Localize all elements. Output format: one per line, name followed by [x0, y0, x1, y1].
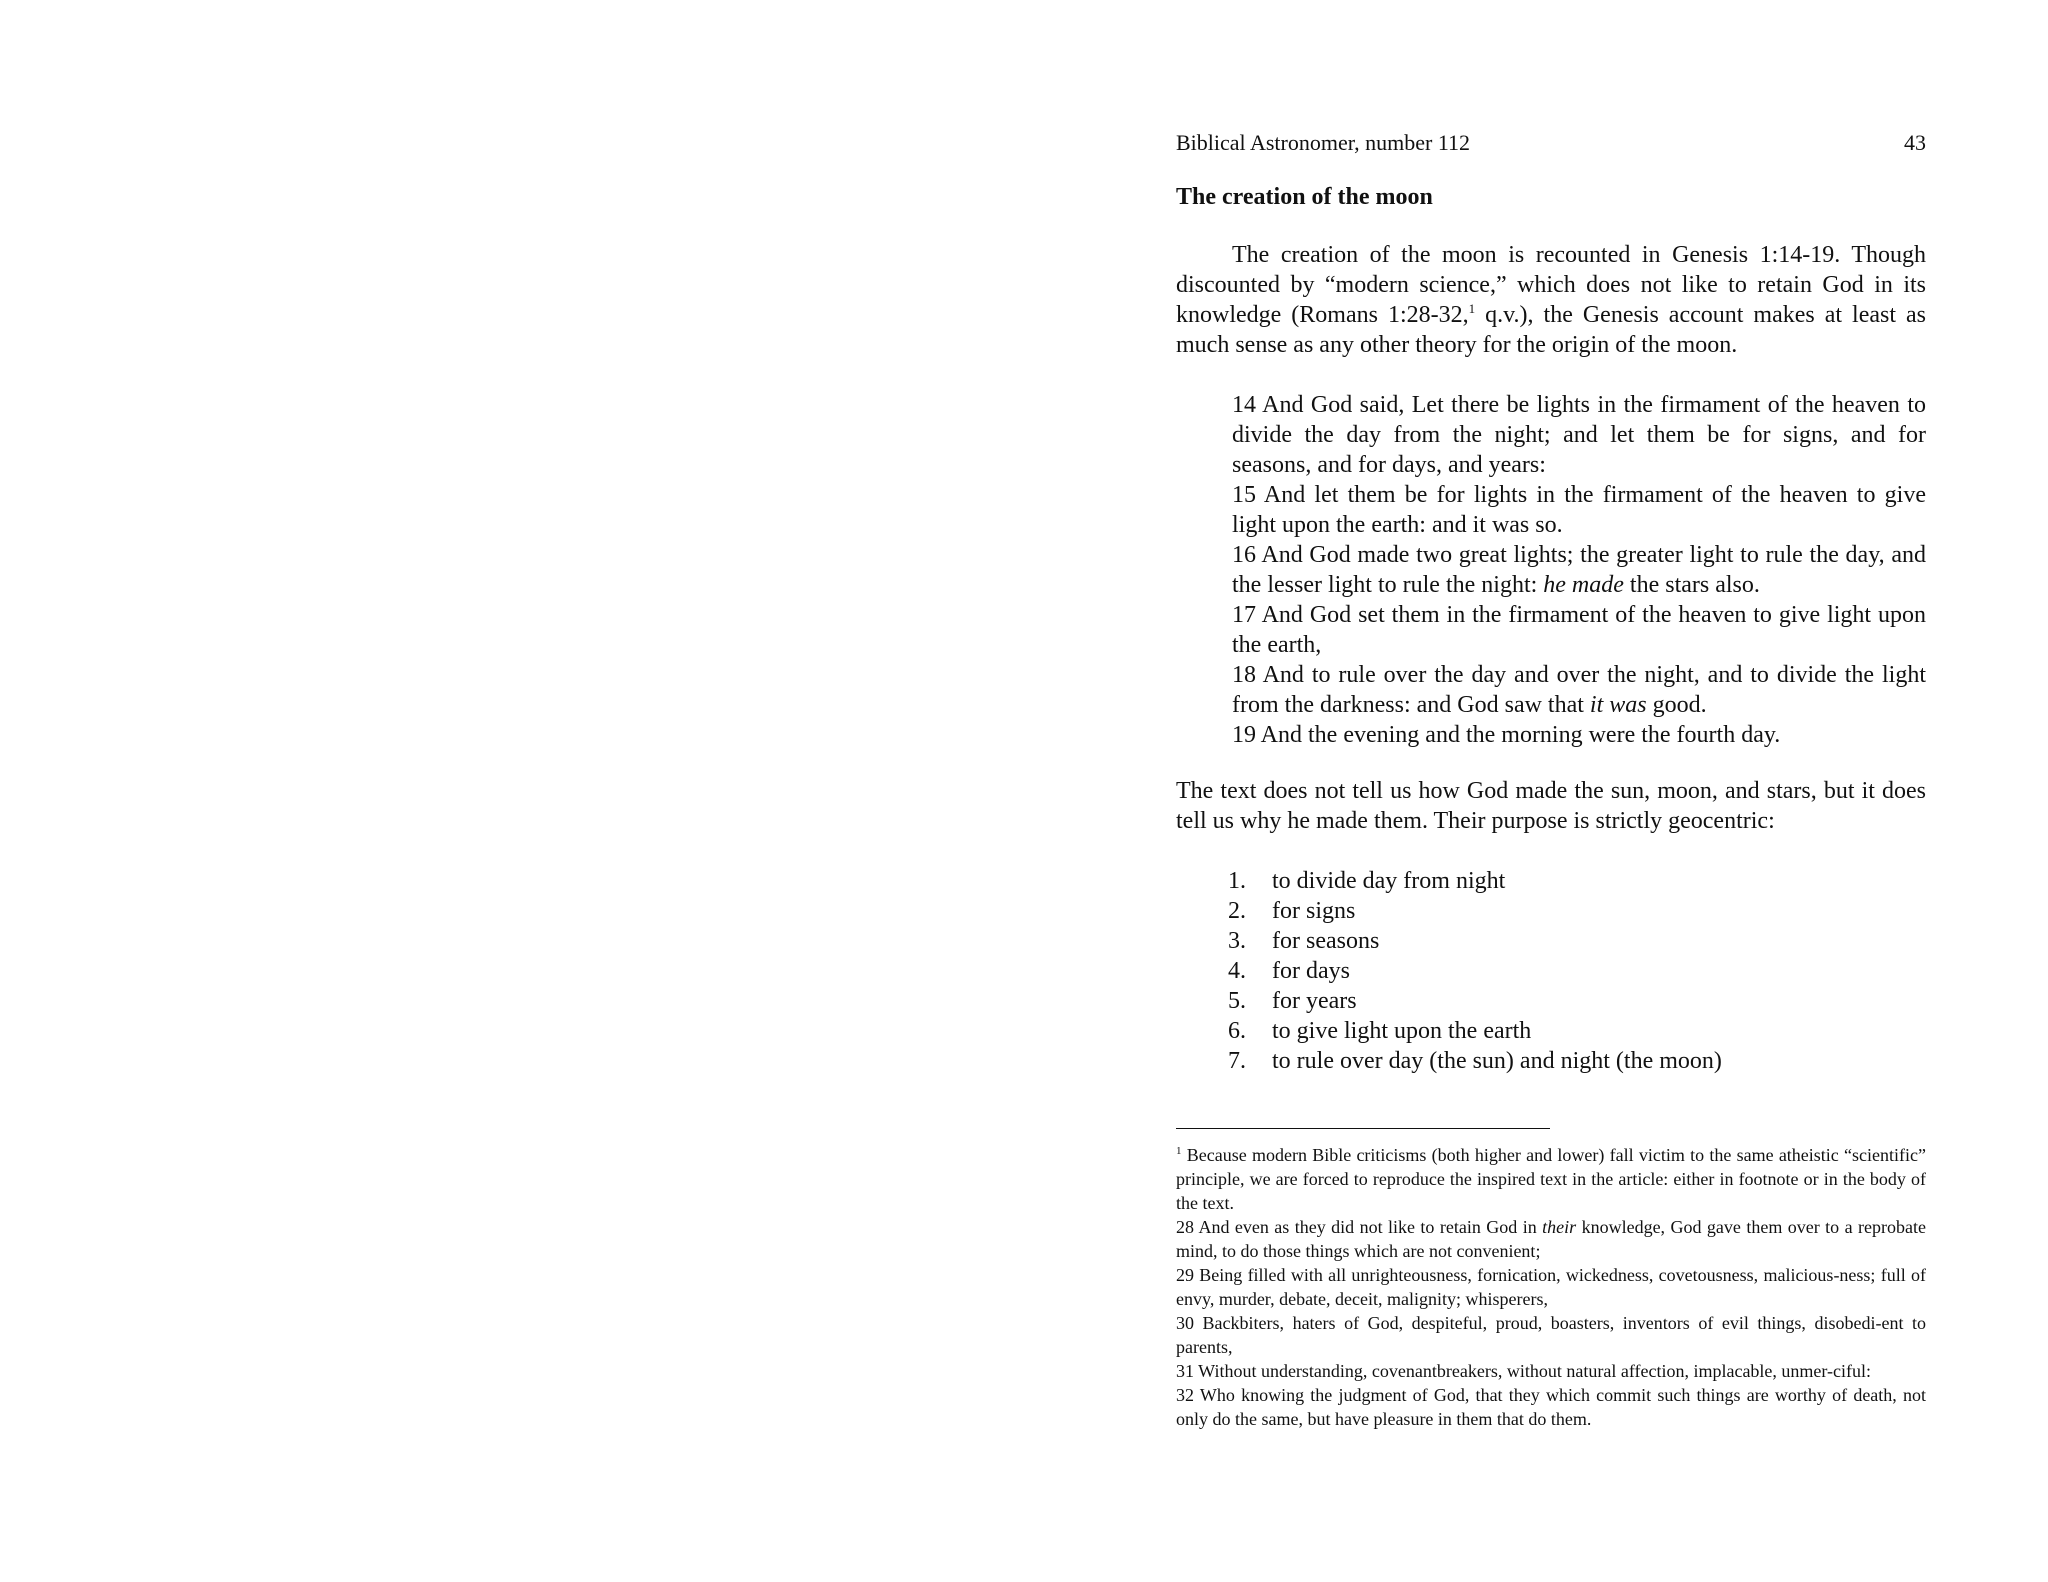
list-item-text: to rule over day (the sun) and night (the moon)	[1272, 1048, 1722, 1074]
verse-18	[1232, 660, 1926, 720]
list-item-text: for signs	[1272, 898, 1356, 924]
verse-16	[1232, 540, 1926, 600]
summary-paragraph: The text does not tell us how God made the sun, moon, and stars, but it does tell us why he made them. Their purpose is strictly geocentric:	[1176, 778, 1926, 834]
list-item	[1228, 986, 1926, 1016]
list-item-number: 1.	[1228, 868, 1246, 894]
list-item	[1228, 896, 1926, 926]
footnote-verse-30: 30 Backbiters, haters of God, despiteful, proud, boasters, inventors of evil things, disobedi-ent to parents,	[1176, 1313, 1926, 1357]
intro-text-after-note: q.v.), the Genesis account makes at least as much sense as any other theory for the origin of the moon.	[1176, 302, 1927, 358]
list-item	[1228, 956, 1926, 986]
verse-19: 19 And the evening and the morning were the fourth day.	[1232, 722, 1781, 748]
footnote-reference: 1	[1468, 301, 1476, 316]
verse-16-text-before: 16 And God made two great lights; the greater light to rule the day, and the lesser light to rule the night:	[1232, 542, 1926, 598]
list-item-number: 6.	[1228, 1018, 1246, 1044]
footnote-1	[1176, 1143, 1926, 1215]
journal-title: Biblical Astronomer, number 112	[1176, 130, 1471, 155]
section-title: The creation of the moon	[1176, 184, 1433, 210]
verse-16-italic: he made	[1543, 572, 1624, 598]
footnotes	[1176, 1143, 1926, 1431]
list-item	[1228, 1016, 1926, 1046]
footnote-verse-29: 29 Being filled with all unrighteousness, fornication, wickedness, covetousness, malicious-ness; full of envy, murder, debate, deceit, malignity; whisperers,	[1176, 1265, 1926, 1309]
footnote-marker: 1	[1176, 1145, 1182, 1157]
footnote-verse-28-after: knowledge, God gave them over to a reprobate mind, to do those things which are not convenient;	[1176, 1217, 1926, 1261]
list-item-text: to divide day from night	[1272, 868, 1506, 894]
list-item-number: 2.	[1228, 898, 1246, 924]
scripture-quotation	[1232, 390, 1926, 750]
list-item	[1228, 866, 1926, 896]
list-item-text: for years	[1272, 988, 1357, 1014]
verse-18-text-before: 18 And to rule over the day and over the night, and to divide the light from the darkness: and God saw that	[1232, 662, 1926, 718]
list-item	[1228, 1046, 1926, 1076]
verse-16-text-after: the stars also.	[1623, 572, 1760, 598]
footnote-verse-28	[1176, 1215, 1926, 1263]
list-item-number: 5.	[1228, 988, 1246, 1014]
list-item	[1228, 926, 1926, 956]
list-item-number: 4.	[1228, 958, 1246, 984]
intro-paragraph	[1176, 240, 1926, 360]
footnote-divider	[1176, 1128, 1550, 1129]
footnote-verse-31: 31 Without understanding, covenantbreakers, without natural affection, implacable, unmer-ciful:	[1176, 1361, 1872, 1381]
footnote-1-text: Because modern Bible criticisms (both higher and lower) fall victim to the same atheistic “scientific” principle, we are forced to reproduce the inspired text in the article: either in footnote or in the body of the text.	[1176, 1145, 1926, 1213]
intro-text-before-note: The creation of the moon is recounted in Genesis 1:14-19. Though discounted by “modern science,” which does not like to retain God in its knowledge (Romans 1:28-32,	[1176, 242, 1926, 328]
page-content	[1176, 126, 1926, 1431]
verse-17: 17 And God set them in the firmament of the heaven to give light upon the earth,	[1232, 602, 1926, 658]
verse-18-text-after: good.	[1646, 692, 1707, 718]
purpose-list	[1228, 866, 1926, 1076]
footnote-verse-32: 32 Who knowing the judgment of God, that they which commit such things are worthy of death, not only do the same, but have pleasure in them that do them.	[1176, 1385, 1926, 1429]
footnote-verse-28-before: 28 And even as they did not like to retain God in	[1176, 1217, 1543, 1237]
page-number: 43	[1904, 130, 1926, 155]
verse-15: 15 And let them be for lights in the firmament of the heaven to give light upon the earth: and it was so.	[1232, 482, 1926, 538]
running-head	[1176, 126, 1926, 160]
list-item-number: 3.	[1228, 928, 1246, 954]
footnote-verse-28-italic: their	[1542, 1217, 1577, 1237]
list-item-text: for seasons	[1272, 928, 1380, 954]
list-item-number: 7.	[1228, 1048, 1246, 1074]
verse-18-italic: it was	[1589, 692, 1647, 718]
verse-14: 14 And God said, Let there be lights in the firmament of the heaven to divide the day from the night; and let them be for signs, and for seasons, and for days, and years:	[1232, 392, 1926, 478]
list-item-text: for days	[1272, 958, 1350, 984]
list-item-text: to give light upon the earth	[1272, 1018, 1532, 1044]
